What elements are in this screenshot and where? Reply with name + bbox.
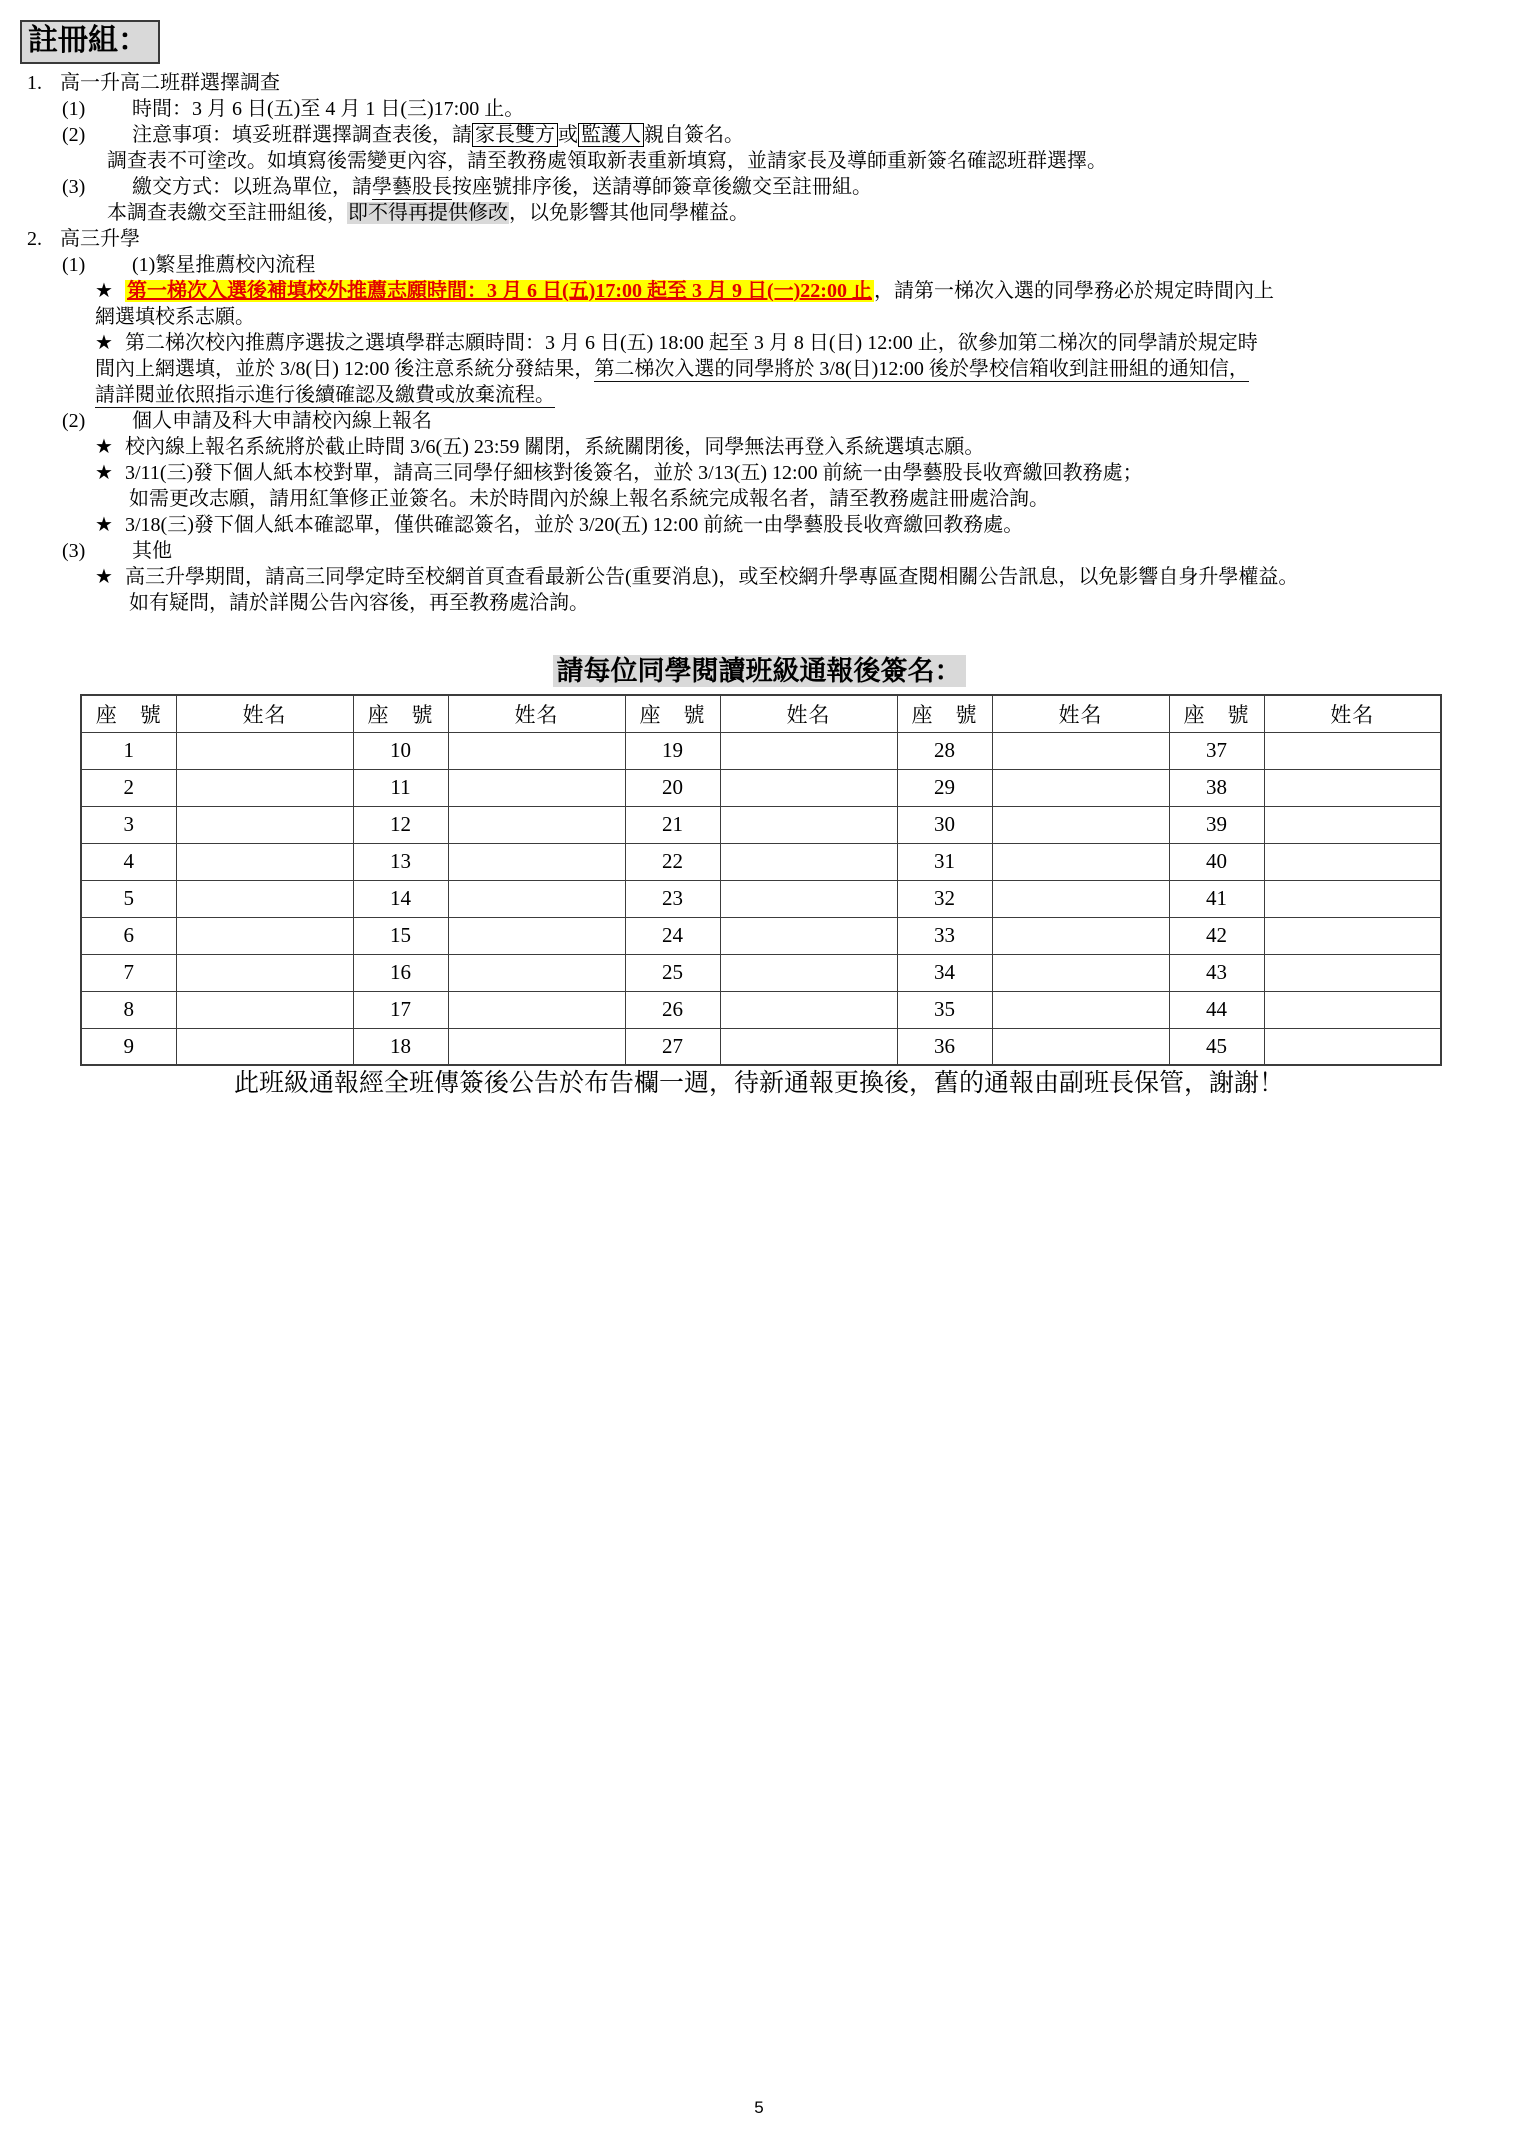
doc-line [0,486,1518,512]
seat-number-cell: 36 [897,1028,992,1065]
list-marker: (1) [62,254,86,276]
name-cell [448,991,625,1028]
doc-line [0,226,1518,252]
seat-number-cell: 20 [625,769,720,806]
doc-line [0,590,1518,616]
doc-line [0,356,1518,382]
name-cell [1264,917,1441,954]
seat-number-cell: 1 [81,732,176,769]
name-cell [448,806,625,843]
name-header-cell: 姓名 [176,695,353,732]
body-text: 3/18(三)發下個人紙本確認單，僅供確認簽名，並於 3/20(五) 12:00 前統一由學藝股長收齊繳回教務處。 [125,514,1024,536]
star-bullet: ★ [95,280,113,302]
seat-number-cell: 24 [625,917,720,954]
seat-number-cell: 12 [353,806,448,843]
list-marker: (3) [62,540,86,562]
name-cell [448,954,625,991]
seat-number-cell: 42 [1169,917,1264,954]
doc-line [0,564,1518,590]
section-title: 高三升學 [60,228,140,250]
body-text: 或 [558,124,578,146]
seat-number-cell: 17 [353,991,448,1028]
seat-number-cell: 18 [353,1028,448,1065]
underlined-term: 學藝股長 [372,176,452,198]
seat-number-cell: 21 [625,806,720,843]
doc-line [0,512,1518,538]
seat-header-cell: 座 號 [625,695,720,732]
star-bullet: ★ [95,332,113,354]
name-cell [720,843,897,880]
body-text: 間內上網選填，並於 3/8(日) 12:00 後注意系統分發結果， [95,358,595,380]
seat-number-cell: 6 [81,917,176,954]
name-cell [720,1028,897,1065]
seat-number-cell: 41 [1169,880,1264,917]
name-cell [992,917,1169,954]
seat-number-cell: 22 [625,843,720,880]
name-cell [720,954,897,991]
name-cell [176,843,353,880]
body-text: 如有疑問，請於詳閱公告內容後，再至教務處洽詢。 [129,592,589,614]
body-text: 按座號排序後，送請導師簽章後繳交至註冊組。 [452,176,872,198]
body-text: 網選填校系志願。 [95,306,255,328]
name-cell [448,843,625,880]
doc-line [0,460,1518,486]
seat-number-cell: 5 [81,880,176,917]
name-cell [992,954,1169,991]
body-text: 時間：3 月 6 日(五)至 4 月 1 日(三)17:00 止。 [132,98,525,120]
seat-number-cell: 13 [353,843,448,880]
name-cell [1264,732,1441,769]
boxed-term: 家長雙方 [472,123,558,147]
body-text: (1)繁星推薦校內流程 [132,254,316,276]
seat-number-cell: 31 [897,843,992,880]
table-row [81,991,1441,1028]
name-cell [992,769,1169,806]
body-text: 本調查表繳交至註冊組後， [107,202,347,224]
name-cell [992,806,1169,843]
seat-number-cell: 35 [897,991,992,1028]
table-header-row [81,695,1441,732]
name-cell [720,732,897,769]
name-cell [992,991,1169,1028]
gray-highlight: 即不得再提供修改 [348,202,508,224]
seat-number-cell: 28 [897,732,992,769]
doc-line [0,200,1518,226]
seat-number-cell: 33 [897,917,992,954]
seat-number-cell: 30 [897,806,992,843]
name-cell [720,769,897,806]
table-row [81,806,1441,843]
name-cell [1264,769,1441,806]
table-row [81,1028,1441,1065]
body-text: 3/11(三)發下個人紙本校對單，請高三同學仔細核對後簽名，並於 3/13(五) 12:00 前統一由學藝股長收齊繳回教務處； [125,462,1143,484]
star-bullet: ★ [95,436,113,458]
name-cell [1264,954,1441,991]
section-title: 高一升高二班群選擇調查 [60,72,280,94]
seat-number-cell: 27 [625,1028,720,1065]
name-cell [1264,991,1441,1028]
body-text: 校內線上報名系統將於截止時間 3/6(五) 23:59 關閉，系統關閉後，同學無法再登入系統選填志願。 [125,436,985,458]
name-cell [720,806,897,843]
name-cell [448,1028,625,1065]
list-marker: 1. [27,72,42,94]
doc-line [0,538,1518,564]
name-cell [176,917,353,954]
underlined-text: 第二梯次入選的同學將於 3/8(日)12:00 後於學校信箱收到註冊組的通知信， [594,358,1249,380]
table-row [81,954,1441,991]
yellow-highlight: 第一梯次入選後補填校外推薦志願時間：3 月 6 日(五)17:00 起至 3 月 9 日(一)22:00 止 [127,280,872,302]
doc-line [0,304,1518,330]
name-cell [448,880,625,917]
seat-number-cell: 10 [353,732,448,769]
body-text: 調查表不可塗改。如填寫後需變更內容，請至教務處領取新表重新填寫，並請家長及導師重新簽名確認班群選擇。 [107,150,1107,172]
body-text: 繳交方式：以班為單位，請 [132,176,372,198]
table-row [81,880,1441,917]
seat-number-cell: 29 [897,769,992,806]
doc-line [0,382,1518,408]
list-marker: (2) [62,124,86,146]
name-cell [720,991,897,1028]
name-cell [992,843,1169,880]
list-marker: (3) [62,176,86,198]
seat-number-cell: 2 [81,769,176,806]
doc-body [0,70,1518,616]
body-text: 注意事項：填妥班群選擇調查表後，請 [132,124,472,146]
name-cell [176,732,353,769]
table-row [81,843,1441,880]
seat-number-cell: 43 [1169,954,1264,991]
doc-line [0,148,1518,174]
seat-header-cell: 座 號 [897,695,992,732]
body-text: 第二梯次校內推薦序選拔之選填學群志願時間：3 月 6 日(五) 18:00 起至 3 月 8 日(日) 12:00 止，欲參加第二梯次的同學請於規定時 [125,332,1258,354]
name-header-cell: 姓名 [992,695,1169,732]
name-header-cell: 姓名 [448,695,625,732]
underlined-text: 請詳閱並依照指示進行後續確認及繳費或放棄流程。 [95,384,555,406]
name-cell [1264,806,1441,843]
name-cell [1264,843,1441,880]
seat-number-cell: 45 [1169,1028,1264,1065]
footer-note: 此班級通報經全班傳簽後公告於布告欄一週，待新通報更換後，舊的通報由副班長保管，謝謝！ [233,1070,1284,1097]
doc-line [0,96,1518,122]
doc-line [0,174,1518,200]
seat-number-cell: 7 [81,954,176,991]
star-bullet: ★ [95,514,113,536]
table-title [0,654,1518,688]
name-header-cell: 姓名 [720,695,897,732]
body-text: 高三升學期間，請高三同學定時至校網首頁查看最新公告(重要消息)，或至校網升學專區查閱相關公告訊息，以免影響自身升學權益。 [125,566,1299,588]
seat-number-cell: 8 [81,991,176,1028]
name-cell [448,917,625,954]
seat-number-cell: 34 [897,954,992,991]
name-cell [176,1028,353,1065]
name-cell [992,1028,1169,1065]
name-cell [720,880,897,917]
body-text: ，請第一梯次入選的同學務必於規定時間內上 [873,280,1274,302]
seat-number-cell: 38 [1169,769,1264,806]
seat-number-cell: 26 [625,991,720,1028]
body-text: 個人申請及科大申請校內線上報名 [132,410,432,432]
doc-line [0,408,1518,434]
body-text: ，以免影響其他同學權益。 [509,202,749,224]
star-bullet: ★ [95,566,113,588]
page-number: 5 [754,2098,764,2117]
name-header-cell: 姓名 [1264,695,1441,732]
name-cell [1264,880,1441,917]
seat-number-cell: 39 [1169,806,1264,843]
body-text: 其他 [132,540,172,562]
seat-number-cell: 9 [81,1028,176,1065]
signature-table [80,694,1442,1066]
body-text: 如需更改志願，請用紅筆修正並簽名。未於時間內於線上報名系統完成報名者，請至教務處註冊處洽詢。 [129,488,1049,510]
name-cell [992,880,1169,917]
table-row [81,732,1441,769]
table-row [81,917,1441,954]
seat-number-cell: 19 [625,732,720,769]
doc-title: 註冊組： [28,24,148,57]
name-cell [176,880,353,917]
list-marker: 2. [27,228,42,250]
body-text: 親自簽名。 [644,124,744,146]
seat-number-cell: 37 [1169,732,1264,769]
doc-line [0,434,1518,460]
seat-header-cell: 座 號 [353,695,448,732]
seat-number-cell: 40 [1169,843,1264,880]
name-cell [176,991,353,1028]
doc-line [0,70,1518,96]
seat-number-cell: 3 [81,806,176,843]
seat-number-cell: 32 [897,880,992,917]
seat-number-cell: 11 [353,769,448,806]
seat-header-cell: 座 號 [1169,695,1264,732]
seat-number-cell: 16 [353,954,448,991]
doc-line [0,252,1518,278]
doc-line [0,122,1518,148]
seat-number-cell: 23 [625,880,720,917]
seat-number-cell: 44 [1169,991,1264,1028]
name-cell [992,732,1169,769]
name-cell [720,917,897,954]
seat-number-cell: 14 [353,880,448,917]
name-cell [176,769,353,806]
list-marker: (1) [62,98,86,120]
doc-header-box [20,20,160,64]
seat-header-cell: 座 號 [81,695,176,732]
name-cell [1264,1028,1441,1065]
name-cell [448,769,625,806]
name-cell [176,954,353,991]
boxed-term: 監護人 [578,123,644,147]
table-title-highlight: 請每位同學閱讀班級通報後簽名： [553,655,966,687]
seat-number-cell: 15 [353,917,448,954]
seat-number-cell: 25 [625,954,720,991]
name-cell [448,732,625,769]
doc-line [0,278,1518,304]
table-row [81,769,1441,806]
list-marker: (2) [62,410,86,432]
seat-number-cell: 4 [81,843,176,880]
star-bullet: ★ [95,462,113,484]
name-cell [176,806,353,843]
doc-line [0,330,1518,356]
